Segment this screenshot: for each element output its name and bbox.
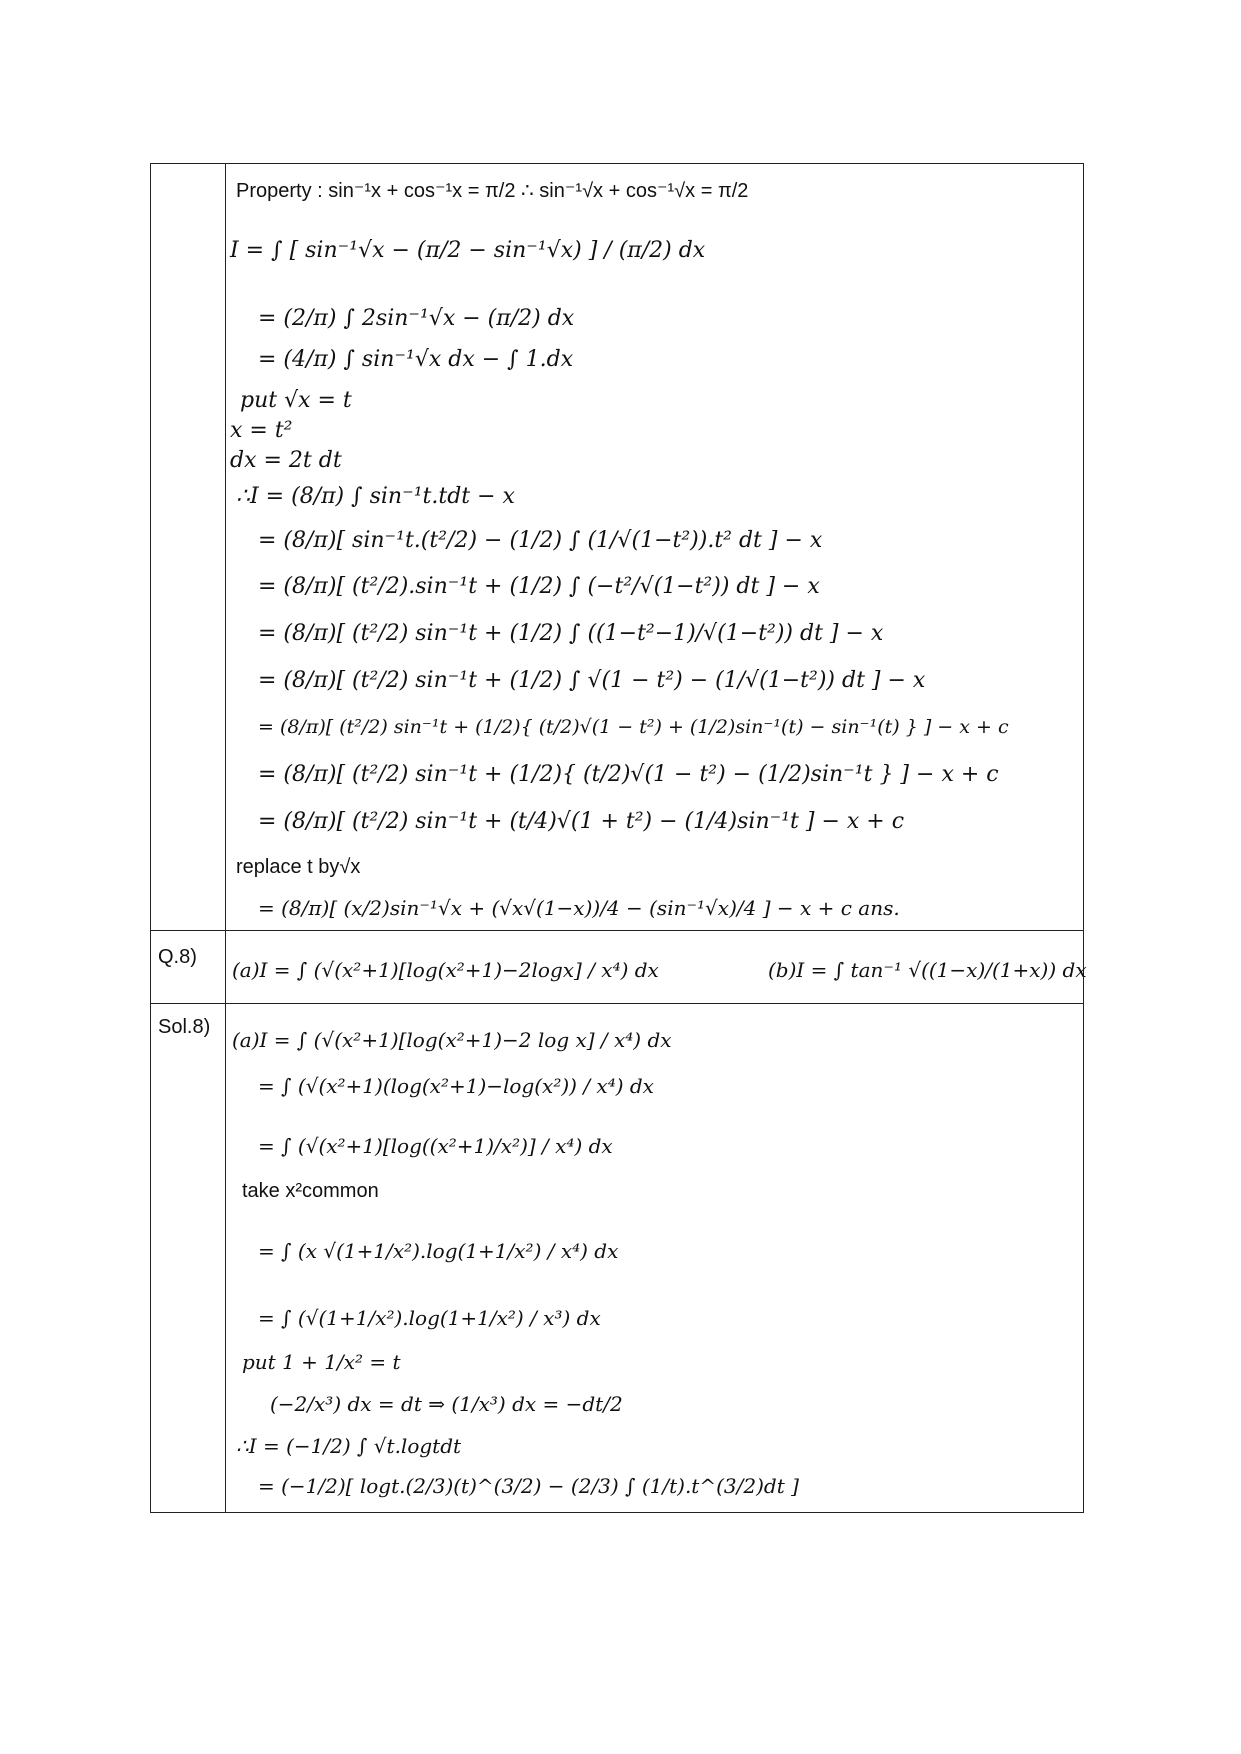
- solution-note: take x²common: [242, 1180, 379, 1202]
- solution-line: (−2/x³) dx = dt ⇒ (1/x³) dx = −dt/2: [270, 1392, 623, 1416]
- solution-line: = ∫ (√(1+1/x²).log(1+1/x²) / x³) dx: [258, 1306, 601, 1330]
- table-row-divider-2: [150, 1003, 1084, 1004]
- question-label: Q.8): [158, 946, 197, 968]
- solution-line: = ∫ (x √(1+1/x²).log(1+1/x²) / x⁴) dx: [258, 1239, 619, 1263]
- step-line: = (8/π)[ (t²/2) sin⁻¹t + (1/2){ (t/2)√(1 − t²) − (1/2)sin⁻¹t } ] − x + c: [258, 762, 999, 787]
- solution-line: = ∫ (√(x²+1)[log((x²+1)/x²)] / x⁴) dx: [258, 1134, 613, 1158]
- solution-line: = (−1/2)[ logt.(2/3)(t)^(3/2) − (2/3) ∫ (1/t).t^(3/2)dt ]: [258, 1474, 799, 1498]
- step-line: x = t²: [230, 418, 293, 443]
- step-line: = (8/π)[ (t²/2) sin⁻¹t + (1/2) ∫ ((1−t²−1)/√(1−t²)) dt ] − x: [258, 621, 884, 646]
- step-line: dx = 2t dt: [230, 448, 342, 473]
- table-border-top: [150, 163, 1084, 164]
- solution-line: = ∫ (√(x²+1)(log(x²+1)−log(x²)) / x⁴) dx: [258, 1074, 654, 1098]
- property-line: Property : sin⁻¹x + cos⁻¹x = π/2 ∴ sin⁻¹√x + cos⁻¹√x = π/2: [236, 180, 749, 202]
- solution-line: ∴I = (−1/2) ∫ √t.logtdt: [236, 1434, 462, 1458]
- step-line: ∴I = (8/π) ∫ sin⁻¹t.tdt − x: [236, 484, 515, 509]
- solution-line: (a)I = ∫ (√(x²+1)[log(x²+1)−2 log x] / x⁴) dx: [232, 1028, 672, 1052]
- integral-definition: I = ∫ [ sin⁻¹√x − (π/2 − sin⁻¹√x) ] / (π/2) dx: [230, 238, 706, 263]
- question-part-b: (b)I = ∫ tan⁻¹ √((1−x)/(1+x)) dx: [768, 958, 1087, 982]
- table-border-bottom: [150, 1512, 1084, 1513]
- sol8-cell: [230, 1008, 1080, 1508]
- step-line: = (8/π)[ sin⁻¹t.(t²/2) − (1/2) ∫ (1/√(1−t²)).t² dt ] − x: [258, 528, 823, 553]
- replace-line: replace t by√x: [236, 856, 361, 878]
- final-answer-line: = (8/π)[ (x/2)sin⁻¹√x + (√x√(1−x))/4 − (sin⁻¹√x)/4 ] − x + c ans.: [258, 896, 900, 920]
- step-line: = (8/π)[ (t²/2).sin⁻¹t + (1/2) ∫ (−t²/√(1−t²)) dt ] − x: [258, 574, 820, 599]
- question-part-a: (a)I = ∫ (√(x²+1)[log(x²+1)−2logx] / x⁴) dx: [232, 958, 659, 982]
- substitution-line: put √x = t: [240, 388, 352, 413]
- step-line: = (2/π) ∫ 2sin⁻¹√x − (π/2) dx: [258, 306, 575, 331]
- table-column-divider: [225, 163, 226, 1513]
- table-border-right: [1083, 163, 1084, 1513]
- step-line: = (8/π)[ (t²/2) sin⁻¹t + (t/4)√(1 + t²) − (1/4)sin⁻¹t ] − x + c: [258, 809, 905, 834]
- table-border-left: [150, 163, 151, 1513]
- step-line: = (8/π)[ (t²/2) sin⁻¹t + (1/2) ∫ √(1 − t²) − (1/√(1−t²)) dt ] − x: [258, 668, 926, 693]
- solution-label: Sol.8): [158, 1016, 211, 1038]
- solution-line: put 1 + 1/x² = t: [242, 1350, 401, 1374]
- table-row-divider-1: [150, 930, 1084, 931]
- step-line: = (8/π)[ (t²/2) sin⁻¹t + (1/2){ (t/2)√(1 − t²) + (1/2)sin⁻¹(t) − sin⁻¹(t) } ] − x + c: [258, 716, 1009, 738]
- q7-solution-cell: [230, 168, 1080, 928]
- step-line: = (4/π) ∫ sin⁻¹√x dx − ∫ 1.dx: [258, 347, 574, 372]
